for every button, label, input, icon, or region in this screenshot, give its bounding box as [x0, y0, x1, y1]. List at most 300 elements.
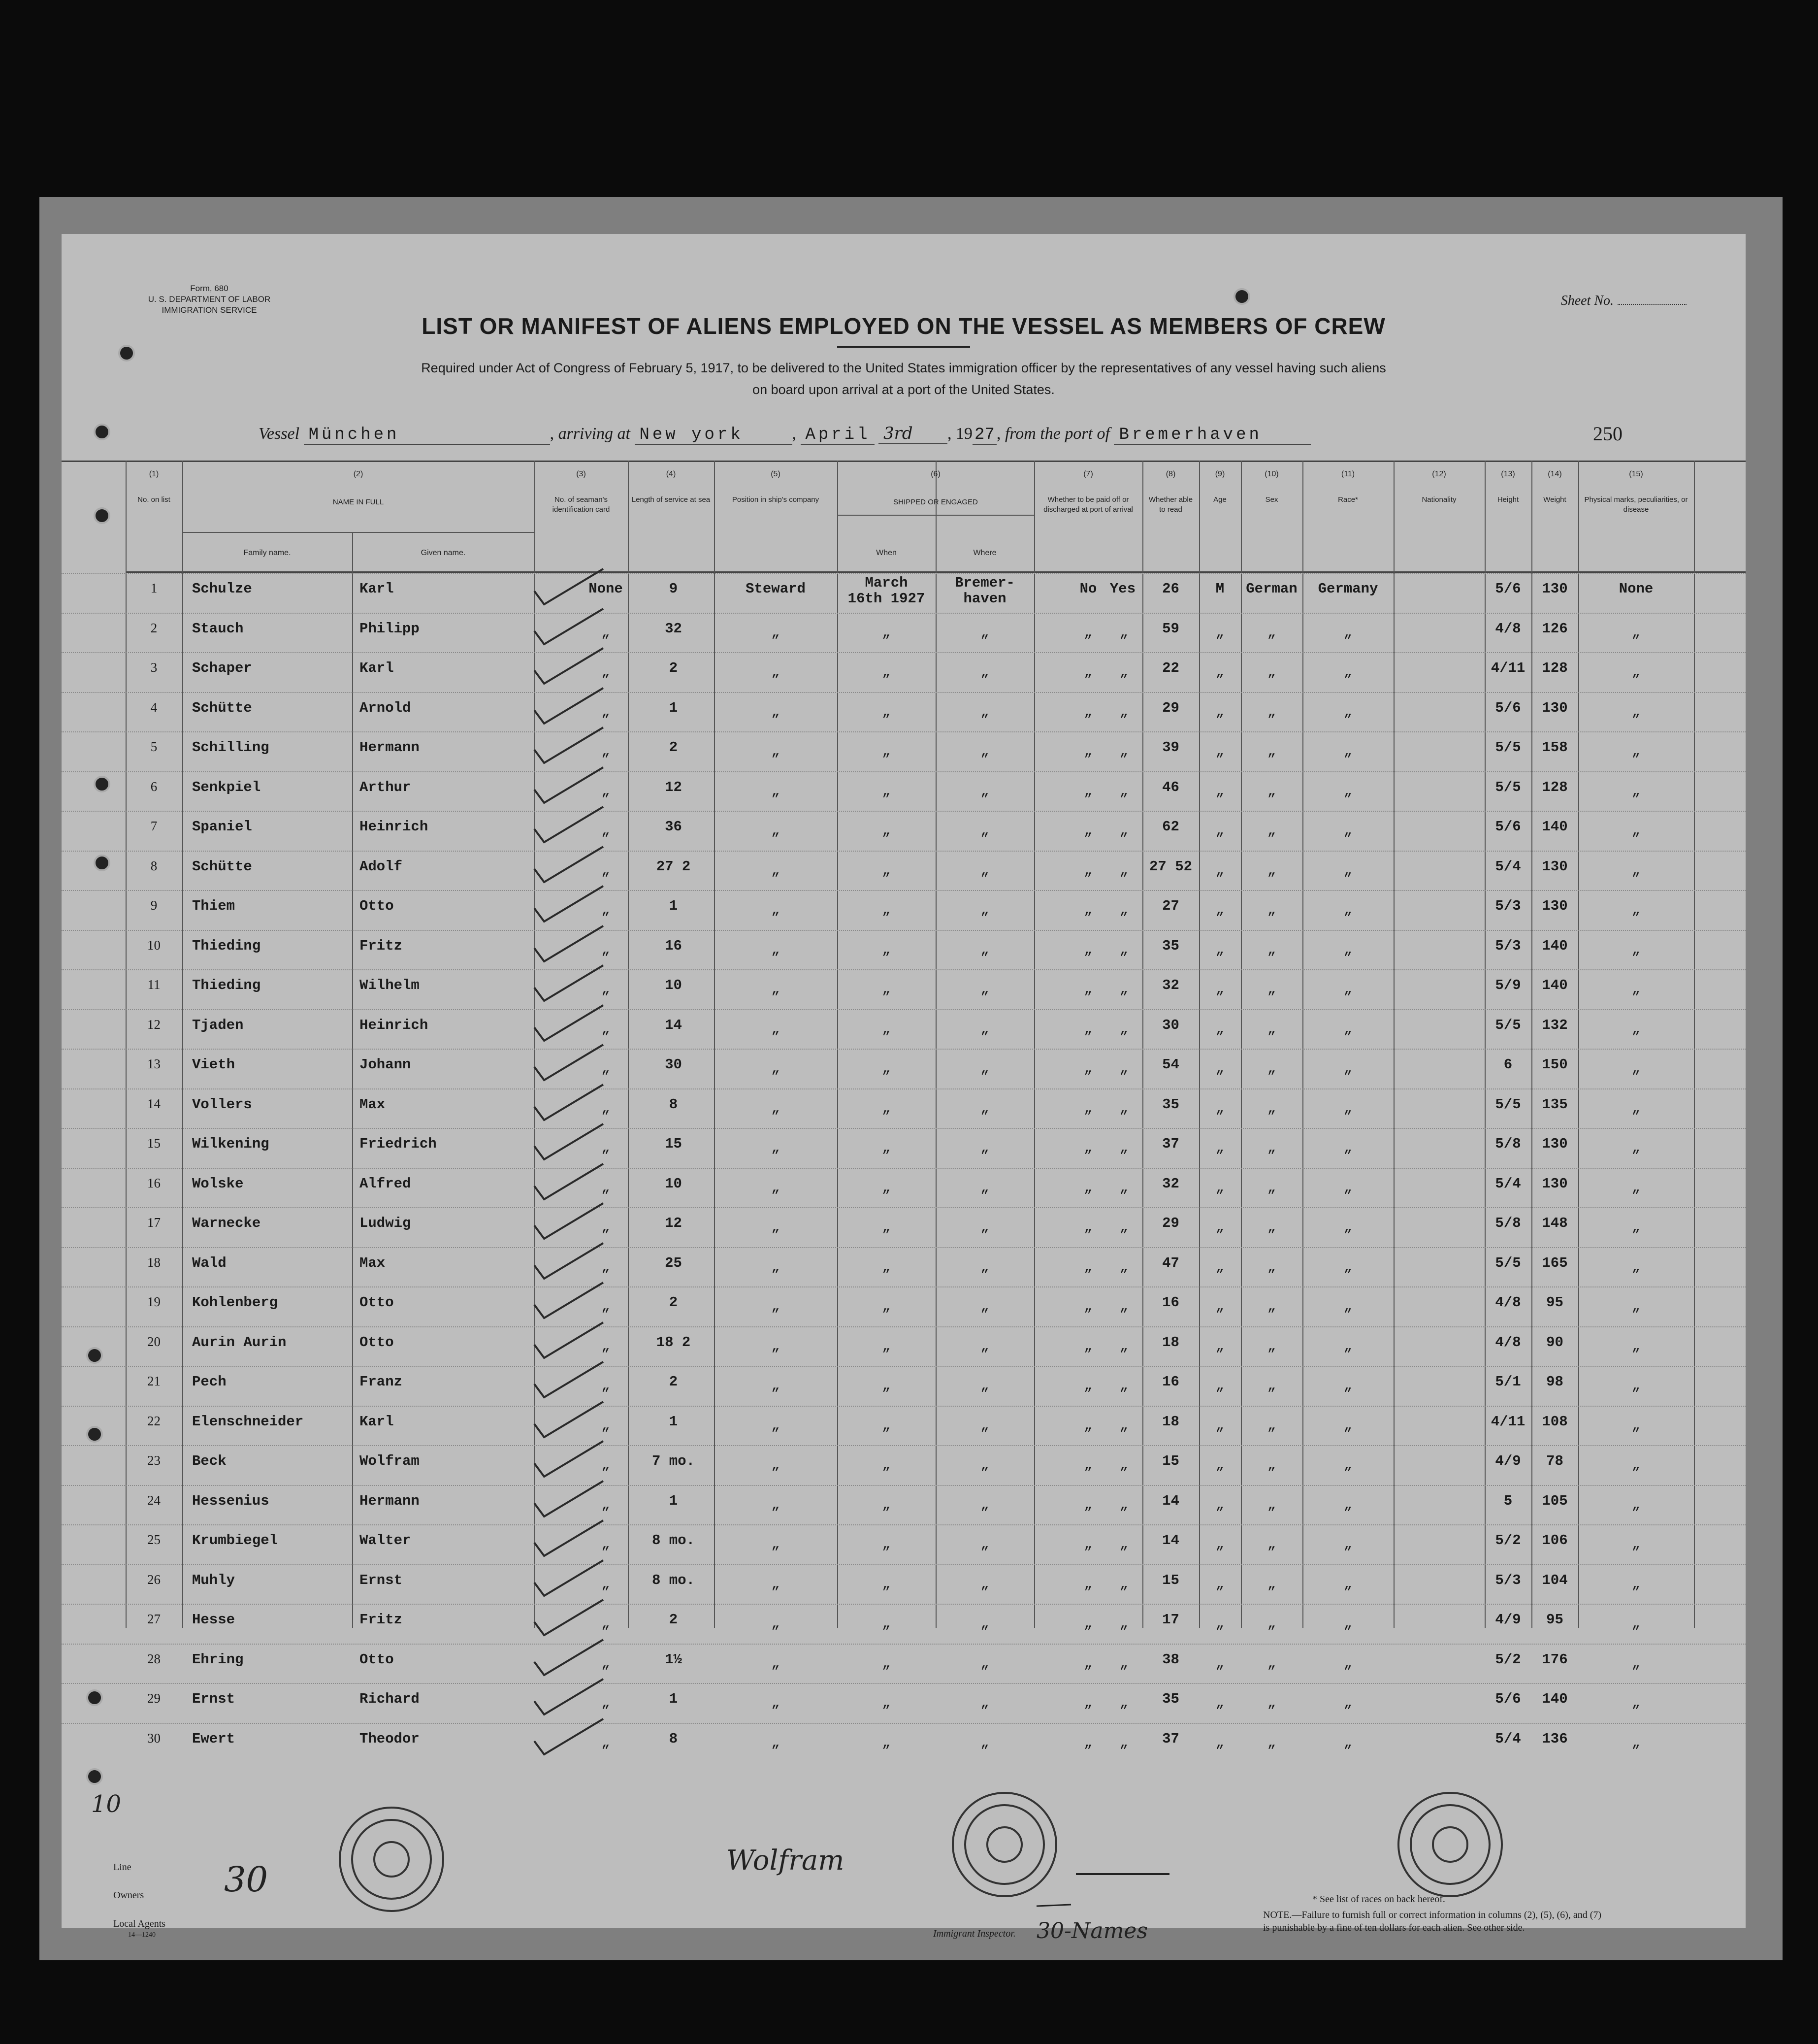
race-ditto: „	[1267, 1140, 1276, 1156]
family-name: Wilkening	[192, 1136, 269, 1152]
race: German	[1246, 581, 1298, 597]
nationality-ditto: „	[1343, 1060, 1353, 1077]
height: 5/5	[1495, 1096, 1521, 1113]
family-name: Thieding	[192, 937, 261, 954]
sex-ditto: „	[1215, 743, 1225, 759]
shipped-when-ditto: „	[882, 1258, 891, 1275]
able-to-read-ditto: „	[1119, 624, 1129, 641]
shipped-where-ditto: „	[980, 743, 989, 759]
service-length: 8	[669, 1096, 678, 1113]
race-ditto: „	[1267, 703, 1276, 720]
position-ditto: „	[771, 1378, 780, 1394]
year-prefix: 19	[956, 425, 973, 443]
penalty-note	[1263, 1909, 1706, 1934]
row-number: 28	[147, 1651, 161, 1666]
given-name: Arnold	[359, 699, 411, 716]
column-number: (8)	[1166, 470, 1176, 478]
vessel-label: Vessel	[259, 425, 300, 443]
shipped-where-ditto: „	[980, 1615, 989, 1632]
total-written: 30	[224, 1859, 268, 1900]
family-name: Schaper	[192, 660, 252, 676]
nationality-ditto: „	[1343, 1378, 1353, 1394]
shipped-when-ditto: „	[882, 624, 891, 641]
service-length: 16	[665, 937, 682, 954]
page-title: LIST OR MANIFEST OF ALIENS EMPLOYED ON THE VESSEL AS MEMBERS OF CREW	[422, 313, 1386, 339]
able-to-read-ditto: „	[1119, 743, 1129, 759]
column-number: (7)	[1083, 470, 1093, 478]
sex-ditto: „	[1215, 1338, 1225, 1354]
subtitle-line-1: Required under Act of Congress of February 5, 1917, to be delivered to the United States immigration officer by the representatives of any vessel having such aliens	[421, 361, 1386, 375]
paid-off-ditto: „	[1084, 1298, 1093, 1315]
family-name: Kohlenberg	[192, 1294, 278, 1311]
shipped-when-ditto: „	[882, 1417, 891, 1434]
column-header: Whether able to read	[1148, 495, 1193, 514]
physical-marks-ditto: „	[1631, 1258, 1641, 1275]
column-number: (11)	[1341, 470, 1355, 478]
race-ditto: „	[1267, 1219, 1276, 1235]
family-name: Thiem	[192, 898, 235, 914]
age: 37	[1162, 1730, 1179, 1747]
arrival-port: New york	[635, 426, 792, 445]
shipped-when-ditto: „	[882, 823, 891, 839]
height: 6	[1503, 1056, 1513, 1073]
when-subheader: When	[876, 549, 897, 557]
age: 46	[1162, 779, 1179, 795]
nationality-ditto: „	[1343, 981, 1353, 997]
age: 29	[1162, 1215, 1179, 1231]
row-number: 4	[150, 699, 158, 715]
id-card-ditto: „	[601, 1298, 610, 1315]
id-card-ditto: „	[601, 1695, 610, 1711]
service-length: 1	[669, 1691, 678, 1707]
id-card-ditto: „	[601, 1378, 610, 1394]
nationality-ditto: „	[1343, 902, 1353, 918]
shipped-when-ditto: „	[882, 1100, 891, 1117]
weight: 108	[1542, 1413, 1568, 1430]
given-name: Ernst	[359, 1572, 403, 1588]
row-number: 17	[147, 1215, 161, 1230]
given-name: Karl	[359, 1413, 394, 1430]
position-ditto: „	[771, 1576, 780, 1592]
able-to-read-ditto: „	[1119, 1298, 1129, 1315]
able-to-read-ditto: „	[1119, 1100, 1129, 1117]
race-ditto: „	[1267, 1655, 1276, 1672]
nationality-ditto: „	[1343, 1021, 1353, 1037]
given-name: Karl	[359, 660, 394, 676]
shipped-where-ditto: „	[980, 1496, 989, 1513]
family-name: Beck	[192, 1453, 227, 1469]
position-ditto: „	[771, 902, 780, 918]
year-suffix: 27	[973, 426, 997, 445]
nationality: Germany	[1318, 581, 1378, 597]
physical-marks-ditto: „	[1631, 1179, 1641, 1196]
race-ditto: „	[1267, 664, 1276, 680]
weight: 130	[1542, 699, 1568, 716]
row-number: 1	[150, 581, 158, 595]
able-to-read-ditto: „	[1119, 1060, 1129, 1077]
able-to-read-ditto: „	[1119, 1179, 1129, 1196]
consulate-stamp	[1398, 1793, 1502, 1896]
shipped-when-date: 16th 1927	[847, 591, 925, 607]
row-number: 5	[150, 739, 158, 754]
family-name-subheader: Family name.	[243, 549, 291, 557]
height: 5/5	[1495, 1017, 1521, 1033]
age: 32	[1162, 977, 1179, 993]
given-name: Philipp	[359, 620, 420, 637]
service-length: 10	[665, 1175, 682, 1192]
column-header: Length of service at sea	[631, 495, 711, 504]
age: 62	[1162, 819, 1179, 835]
row-number: 29	[147, 1691, 161, 1706]
shipped-when-ditto: „	[882, 1496, 891, 1513]
paid-off-ditto: „	[1084, 1655, 1093, 1672]
penalty-note-line-1: NOTE.—Failure to furnish full or correct information in columns (2), (5), (6), and (7)	[1263, 1910, 1602, 1920]
service-length: 30	[665, 1056, 682, 1073]
weight: 95	[1546, 1294, 1563, 1311]
able-to-read-ditto: „	[1119, 1734, 1129, 1751]
race-ditto: „	[1267, 1258, 1276, 1275]
race-ditto: „	[1267, 1496, 1276, 1513]
paid-off-ditto: „	[1084, 1219, 1093, 1235]
id-card-ditto: „	[601, 1576, 610, 1592]
able-to-read-ditto: „	[1119, 862, 1129, 879]
column-number: (6)	[931, 470, 941, 478]
height: 5/2	[1495, 1532, 1521, 1549]
shipped-when-ditto: „	[882, 1140, 891, 1156]
shipped-where-ditto: „	[980, 1576, 989, 1592]
paid-off-ditto: „	[1084, 1100, 1093, 1117]
shipped-when-ditto: „	[882, 664, 891, 680]
column-number: (15)	[1629, 470, 1643, 478]
shipped-where-ditto: „	[980, 1060, 989, 1077]
row-number: 7	[150, 819, 158, 833]
service-length: 2	[669, 1612, 678, 1628]
shipped-when: March	[865, 575, 908, 591]
position-ditto: „	[771, 981, 780, 997]
weight: 140	[1542, 1691, 1568, 1707]
family-name: Schütte	[192, 858, 252, 875]
age: 14	[1162, 1492, 1179, 1509]
inspector-note: 30-Names	[1037, 1918, 1148, 1944]
age: 16	[1162, 1294, 1179, 1311]
departure-port: Bremerhaven	[1114, 426, 1311, 445]
race-ditto: „	[1267, 862, 1276, 879]
sex-ditto: „	[1215, 1536, 1225, 1552]
given-name: Max	[359, 1096, 386, 1113]
age: 26	[1162, 581, 1179, 597]
race-ditto: „	[1267, 743, 1276, 759]
row-number: 13	[147, 1056, 161, 1071]
family-name: Senkpiel	[192, 779, 261, 795]
paid-off-ditto: „	[1084, 902, 1093, 918]
given-name: Alfred	[359, 1175, 411, 1192]
id-card-ditto: „	[601, 703, 610, 720]
position-ditto: „	[771, 1417, 780, 1434]
from-port-label: from the port of	[1005, 425, 1110, 443]
given-name: Heinrich	[359, 1017, 428, 1033]
nationality-ditto: „	[1343, 1734, 1353, 1751]
column-header: Age	[1213, 495, 1227, 504]
paid-off-ditto: „	[1084, 1021, 1093, 1037]
physical-marks-ditto: „	[1631, 1219, 1641, 1235]
sex-ditto: „	[1215, 981, 1225, 997]
sex-ditto: „	[1215, 1298, 1225, 1315]
age: 54	[1162, 1056, 1179, 1073]
shipped-when-ditto: „	[882, 783, 891, 799]
given-name-subheader: Given name.	[421, 549, 466, 557]
weight: 128	[1542, 779, 1568, 795]
able-to-read-ditto: „	[1119, 1378, 1129, 1394]
id-card-ditto: „	[601, 1258, 610, 1275]
physical-marks-ditto: „	[1631, 1536, 1641, 1552]
shipped-where-ditto: „	[980, 1378, 989, 1394]
height: 5/5	[1495, 779, 1521, 795]
id-card-ditto: „	[601, 941, 610, 958]
height: 5/2	[1495, 1651, 1521, 1668]
folio-number: 250	[1593, 423, 1623, 445]
count-mark: 10	[91, 1790, 122, 1818]
column-header: No. of seaman's identification card	[552, 495, 610, 514]
service-length: 1	[669, 1492, 678, 1509]
position-ditto: „	[771, 743, 780, 759]
nationality-ditto: „	[1343, 1179, 1353, 1196]
paid-off: No	[1079, 581, 1097, 597]
weight: 98	[1546, 1374, 1563, 1390]
id-card-ditto: „	[601, 1021, 610, 1037]
given-name: Adolf	[359, 858, 403, 875]
able-to-read-ditto: „	[1119, 1258, 1129, 1275]
column-header: Weight	[1543, 495, 1566, 504]
row-number: 15	[147, 1136, 161, 1151]
shipped-when-ditto: „	[882, 1179, 891, 1196]
service-length: 25	[665, 1254, 682, 1271]
height: 4/8	[1495, 1294, 1521, 1311]
position-ditto: „	[771, 664, 780, 680]
shipped-where: Bremer-	[955, 575, 1015, 591]
physical-marks-ditto: „	[1631, 1298, 1641, 1315]
given-name: Fritz	[359, 1612, 403, 1628]
nationality-ditto: „	[1343, 1496, 1353, 1513]
sex-ditto: „	[1215, 664, 1225, 680]
height: 5/6	[1495, 1691, 1521, 1707]
age: 47	[1162, 1254, 1179, 1271]
family-name: Aurin Aurin	[192, 1334, 287, 1351]
shipped-where-ditto: „	[980, 703, 989, 720]
height: 5/4	[1495, 1730, 1521, 1747]
vessel-line: Vessel München , arriving at New york , April 3rd , 19 27 , from the port of Bremerhaven	[259, 424, 1311, 445]
paid-off-ditto: „	[1084, 1338, 1093, 1354]
consulate-stamp	[340, 1808, 443, 1911]
able-to-read-ditto: „	[1119, 1615, 1129, 1632]
sex-ditto: „	[1215, 1655, 1225, 1672]
able-to-read-ditto: „	[1119, 1219, 1129, 1235]
physical-marks-ditto: „	[1631, 1140, 1641, 1156]
weight: 130	[1542, 1175, 1568, 1192]
race-ditto: „	[1267, 941, 1276, 958]
weight: 130	[1542, 898, 1568, 914]
row-number: 23	[147, 1453, 161, 1468]
nationality-ditto: „	[1343, 1695, 1353, 1711]
id-card-ditto: „	[601, 1457, 610, 1473]
shipped-when-ditto: „	[882, 1457, 891, 1473]
sex-ditto: „	[1215, 624, 1225, 641]
age: 59	[1162, 620, 1179, 637]
sex-ditto: „	[1215, 1258, 1225, 1275]
shipped-where-ditto: „	[980, 1655, 989, 1672]
column-header: Race*	[1338, 495, 1358, 504]
age: 22	[1162, 660, 1179, 676]
row-number: 24	[147, 1492, 161, 1508]
column-number: (10)	[1265, 470, 1279, 478]
consulate-stamp	[953, 1793, 1056, 1896]
sex-ditto: „	[1215, 1576, 1225, 1592]
physical-marks: None	[1619, 581, 1654, 597]
height: 4/9	[1495, 1453, 1521, 1469]
position-ditto: „	[771, 1457, 780, 1473]
shipped-when-ditto: „	[882, 981, 891, 997]
sex-ditto: „	[1215, 1100, 1225, 1117]
weight: 106	[1542, 1532, 1568, 1549]
given-name: Wolfram	[359, 1453, 420, 1469]
shipped-where-ditto: „	[980, 981, 989, 997]
shipped-where-ditto: „	[980, 1734, 989, 1751]
age: 14	[1162, 1532, 1179, 1549]
physical-marks-ditto: „	[1631, 664, 1641, 680]
service-length: 12	[665, 779, 682, 795]
family-name: Ehring	[192, 1651, 244, 1668]
able-to-read-ditto: „	[1119, 941, 1129, 958]
age: 27	[1162, 898, 1179, 914]
given-name: Franz	[359, 1374, 403, 1390]
given-name: Friedrich	[359, 1136, 437, 1152]
sex-ditto: „	[1215, 703, 1225, 720]
shipped-where-ditto: „	[980, 1536, 989, 1552]
sex-ditto: „	[1215, 941, 1225, 958]
physical-marks-ditto: „	[1631, 1457, 1641, 1473]
nationality-ditto: „	[1343, 823, 1353, 839]
paid-off-ditto: „	[1084, 823, 1093, 839]
paid-off-ditto: „	[1084, 624, 1093, 641]
column-number: (9)	[1215, 470, 1225, 478]
weight: 165	[1542, 1254, 1568, 1271]
nationality-ditto: „	[1343, 941, 1353, 958]
position-ditto: „	[771, 1140, 780, 1156]
height: 5/6	[1495, 581, 1521, 597]
id-card-ditto: „	[601, 1060, 610, 1077]
height: 5/3	[1495, 898, 1521, 914]
weight: 136	[1542, 1730, 1568, 1747]
position-ditto: „	[771, 1021, 780, 1037]
age: 35	[1162, 937, 1179, 954]
position-ditto: „	[771, 1258, 780, 1275]
row-number: 16	[147, 1175, 161, 1190]
row-number: 2	[150, 620, 158, 635]
row-number: 14	[147, 1096, 161, 1111]
race-ditto: „	[1267, 783, 1276, 799]
sex-ditto: „	[1215, 783, 1225, 799]
service-length: 9	[669, 581, 678, 597]
race-ditto: „	[1267, 1298, 1276, 1315]
column-number: (1)	[149, 470, 159, 478]
able-to-read-ditto: „	[1119, 1140, 1129, 1156]
given-name: Otto	[359, 1334, 394, 1351]
service-length: 2	[669, 1374, 678, 1390]
given-name: Theodor	[359, 1730, 420, 1747]
weight: 104	[1542, 1572, 1568, 1588]
nationality-ditto: „	[1343, 1298, 1353, 1315]
nationality-ditto: „	[1343, 1100, 1353, 1117]
family-name: Spaniel	[192, 819, 252, 835]
shipped-when-ditto: „	[882, 1576, 891, 1592]
column-header: Nationality	[1422, 495, 1457, 504]
nationality-ditto: „	[1343, 862, 1353, 879]
sex-ditto: „	[1215, 1615, 1225, 1632]
family-name: Warnecke	[192, 1215, 261, 1231]
sex-ditto: „	[1215, 823, 1225, 839]
shipped-where-ditto: „	[980, 1140, 989, 1156]
nationality-ditto: „	[1343, 624, 1353, 641]
able-to-read-ditto: „	[1119, 1417, 1129, 1434]
service-length: 8 mo.	[651, 1532, 695, 1549]
shipped-where-ditto: „	[980, 624, 989, 641]
able-to-read-ditto: „	[1119, 1655, 1129, 1672]
shipped-when-ditto: „	[882, 1021, 891, 1037]
nationality-ditto: „	[1343, 703, 1353, 720]
physical-marks-ditto: „	[1631, 1378, 1641, 1394]
shipped-when-ditto: „	[882, 743, 891, 759]
height: 5/3	[1495, 1572, 1521, 1588]
position-ditto: „	[771, 1695, 780, 1711]
family-name: Thieding	[192, 977, 261, 993]
service-length: 2	[669, 1294, 678, 1311]
physical-marks-ditto: „	[1631, 743, 1641, 759]
height: 4/8	[1495, 1334, 1521, 1351]
race-ditto: „	[1267, 624, 1276, 641]
race-ditto: „	[1267, 823, 1276, 839]
given-name: Walter	[359, 1532, 411, 1549]
paid-off-ditto: „	[1084, 1140, 1093, 1156]
height: 5/8	[1495, 1136, 1521, 1152]
shipped-when-ditto: „	[882, 703, 891, 720]
shipped-when-ditto: „	[882, 1378, 891, 1394]
stamps-layer	[62, 234, 1746, 1928]
service-length: 32	[665, 620, 682, 637]
shipped-when-ditto: „	[882, 862, 891, 879]
line-label: Line	[113, 1862, 131, 1873]
family-name: Vieth	[192, 1056, 235, 1073]
shipped-where-ditto: „	[980, 1298, 989, 1315]
service-length: 8	[669, 1730, 678, 1747]
service-length: 18 2	[656, 1334, 691, 1351]
nationality-ditto: „	[1343, 1457, 1353, 1473]
shipped-when-ditto: „	[882, 1060, 891, 1077]
paid-off-ditto: „	[1084, 1378, 1093, 1394]
id-card-ditto: „	[601, 1615, 610, 1632]
family-name: Hesse	[192, 1612, 235, 1628]
weight: 140	[1542, 977, 1568, 993]
able-to-read-ditto: „	[1119, 664, 1129, 680]
given-name: Otto	[359, 1651, 394, 1668]
race-ditto: „	[1267, 1100, 1276, 1117]
weight: 105	[1542, 1492, 1568, 1509]
owners-label: Owners	[113, 1890, 144, 1901]
service-length: 1	[669, 1413, 678, 1430]
able-to-read-ditto: „	[1119, 981, 1129, 997]
sex-ditto: „	[1215, 1734, 1225, 1751]
paid-off-ditto: „	[1084, 664, 1093, 680]
id-card-ditto: „	[601, 981, 610, 997]
race-ditto: „	[1267, 1615, 1276, 1632]
